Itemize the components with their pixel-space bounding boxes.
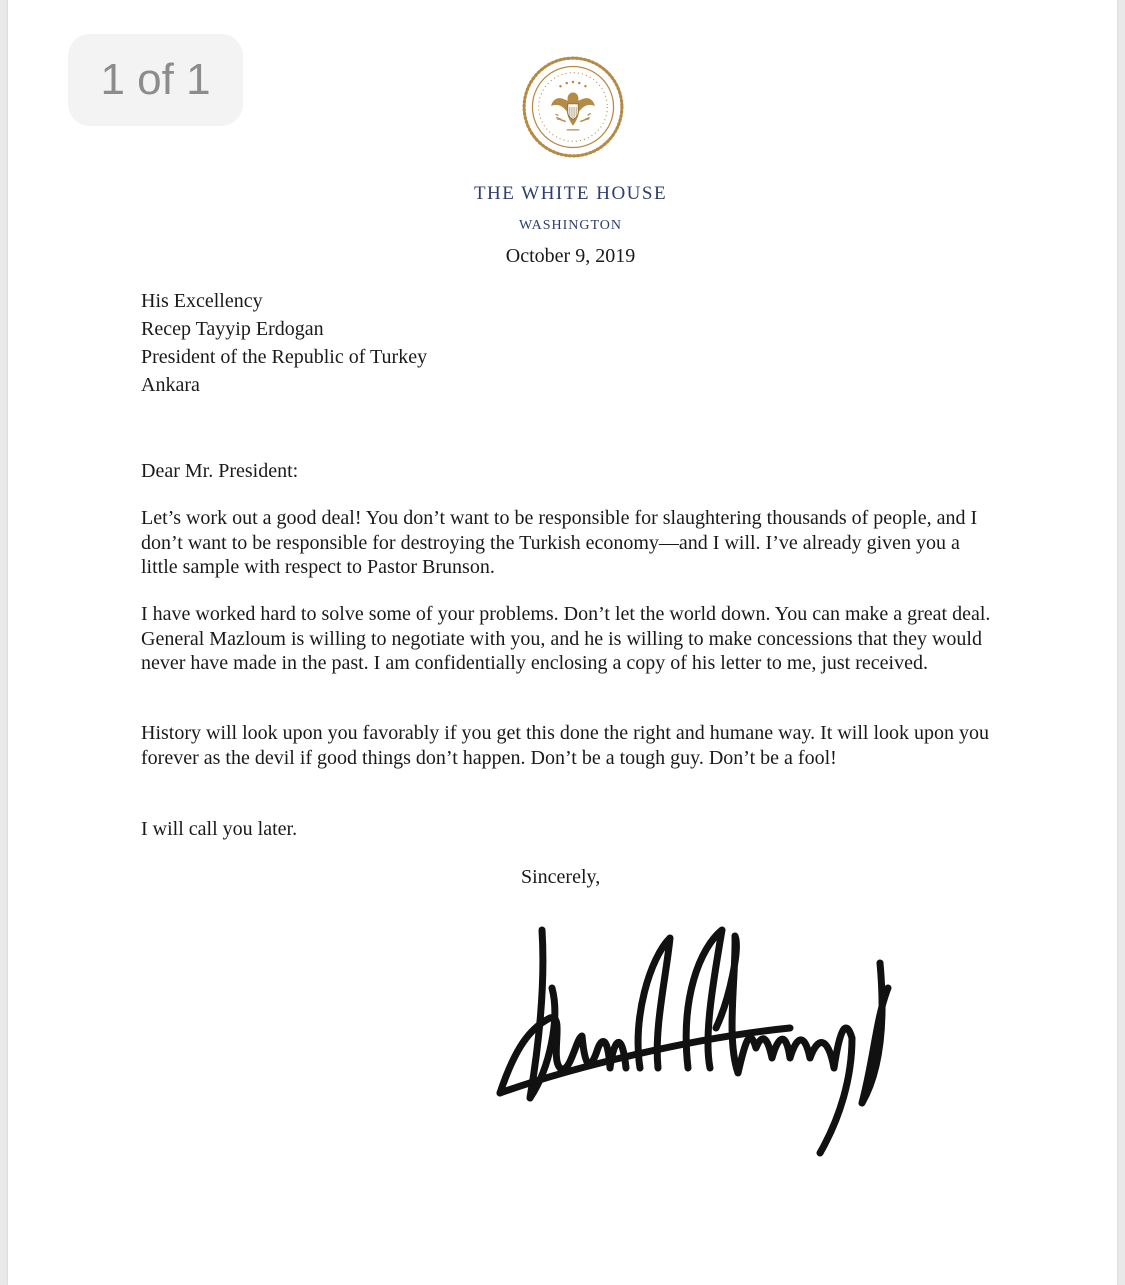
salutation: Dear Mr. President:: [141, 460, 299, 482]
letterhead-city: WASHINGTON: [518, 218, 623, 233]
addressee-block: [141, 287, 427, 399]
body-paragraph: Let’s work out a good deal! You don’t want to be responsible for slaughtering thousands of people, and I don’t want to be responsible for destroying the Turkish economy—and I will. I’ve already given you a little sample with respect to Pastor Brunson.: [141, 507, 978, 578]
presidential-seal-icon: [521, 55, 625, 159]
letterhead-title: THE WHITE HOUSE: [473, 183, 668, 204]
body-paragraph: I have worked hard to solve some of your problems. Don’t let the world down. You can make a great deal. General Mazloum is willing to negotiate with you, and he is willing to make concessions that they would never have made in the past. I am confidentially enclosing a copy of his letter to me, just received.: [141, 603, 991, 674]
letter-date: October 9, 2019: [505, 245, 636, 267]
body-paragraph: I will call you later.: [141, 818, 298, 840]
letter-page: [8, 0, 1117, 1285]
body-paragraph: History will look upon you favorably if you get this done the right and humane way. It will look upon you forever as the devil if good things don’t happen. Don’t be a tough guy. Don’t be a fool!: [141, 722, 990, 769]
addressee-line: Recep Tayyip Erdogan: [141, 318, 324, 340]
addressee-line: President of the Republic of Turkey: [141, 346, 428, 368]
addressee-line: Ankara: [141, 374, 200, 396]
page-counter-badge: 1 of 1: [68, 34, 243, 126]
addressee-line: His Excellency: [141, 290, 263, 312]
closing: Sincerely,: [521, 866, 601, 888]
handwritten-signature: [490, 918, 902, 1168]
